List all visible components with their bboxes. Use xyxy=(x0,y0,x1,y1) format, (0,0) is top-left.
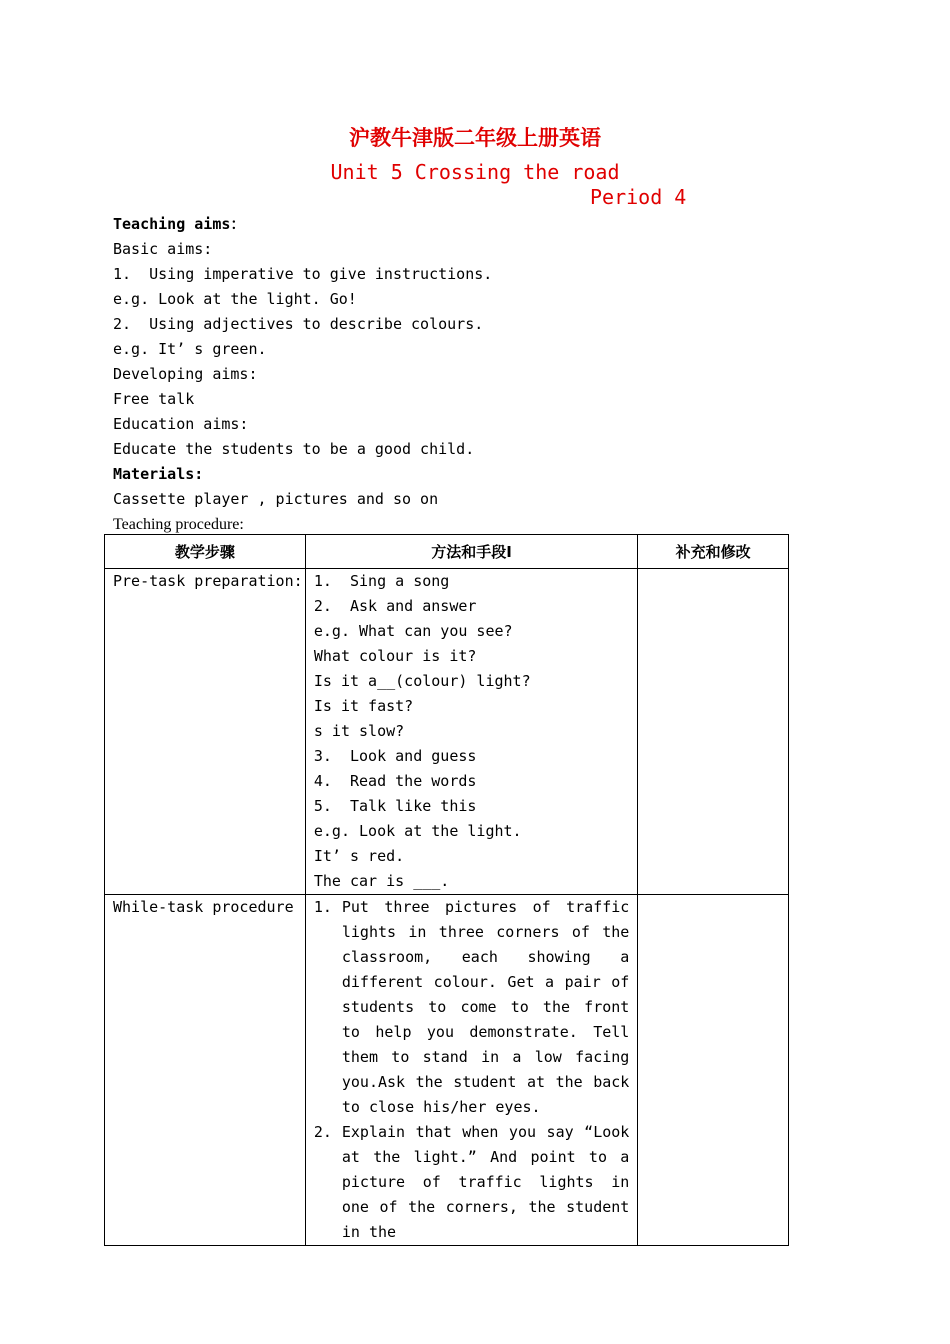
method-line: e.g. What can you see? xyxy=(313,622,513,640)
intro-section xyxy=(113,212,813,537)
method-line: 5. Talk like this xyxy=(313,797,477,815)
table-row xyxy=(105,569,789,895)
method-line: 4. Read the words xyxy=(313,772,477,790)
method-line: 3. Look and guess xyxy=(313,747,477,765)
unit-title: Unit 5 Crossing the road xyxy=(330,160,620,184)
method-line: 2. Ask and answer xyxy=(313,597,477,615)
method-line: It’ s red. xyxy=(313,847,405,865)
method-line: 1. Sing a song xyxy=(313,572,450,590)
aim-line: 2. Using adjectives to describe colours. xyxy=(113,315,484,333)
item-text: Explain that when you say “Look at the light.” And point to a picture of traffic lights in one of the corners, the student in the xyxy=(341,1123,630,1241)
basic-aims-label: Basic aims: xyxy=(113,240,213,258)
method-line: What colour is it? xyxy=(313,647,477,665)
teaching-aims-heading: Teaching aims： xyxy=(113,215,246,233)
step-label: Pre-task preparation: xyxy=(113,572,303,590)
period-label: Period 4 xyxy=(590,185,687,209)
header-steps: 教学步骤 xyxy=(105,535,306,569)
step-cell xyxy=(105,569,306,895)
developing-aim: Free talk xyxy=(113,390,195,408)
methods-cell xyxy=(305,569,637,895)
aim-line: 1. Using imperative to give instructions. xyxy=(113,265,493,283)
step-cell xyxy=(105,895,306,1246)
aim-example: e.g. It’ s green. xyxy=(113,340,267,358)
materials-list: Cassette player , pictures and so on xyxy=(113,490,439,508)
aim-example: e.g. Look at the light. Go! xyxy=(113,290,357,308)
header-notes: 补充和修改 xyxy=(638,535,789,569)
materials-heading: Materials: xyxy=(113,465,204,483)
method-line: Is it fast? xyxy=(313,697,414,715)
education-aim: Educate the students to be a good child. xyxy=(113,440,475,458)
item-number: 2. xyxy=(313,1123,332,1141)
document-title-chinese: 沪教牛津版二年级上册英语 xyxy=(349,126,601,150)
item-number: 1. xyxy=(313,898,332,916)
notes-cell xyxy=(638,895,789,1246)
header-methods: 方法和手段Ⅰ xyxy=(305,535,637,569)
education-aims-label: Education aims: xyxy=(113,415,249,433)
developing-aims-label: Developing aims: xyxy=(113,365,258,383)
method-line: Is it a__(colour) light? xyxy=(313,672,531,690)
step-label: While-task procedure xyxy=(113,898,294,916)
method-line: The car is ___. xyxy=(313,872,450,890)
teaching-procedure-label: Teaching procedure: xyxy=(113,516,244,533)
methods-cell xyxy=(305,895,637,1246)
method-line: s it slow? xyxy=(313,722,405,740)
method-item xyxy=(314,895,629,1120)
method-item xyxy=(314,1120,629,1245)
table-row xyxy=(105,895,789,1246)
method-line: e.g. Look at the light. xyxy=(313,822,522,840)
item-text: Put three pictures of traffic lights in three corners of the classroom, each showing a different colour. Get a pair of students to come to the front to help you demonstrate. Tell them to stand in a low facing you.Ask the student at the back to close his/her eyes. xyxy=(341,898,630,1116)
table-header-row xyxy=(105,535,789,569)
lesson-plan-table xyxy=(104,534,789,1246)
notes-cell xyxy=(638,569,789,895)
